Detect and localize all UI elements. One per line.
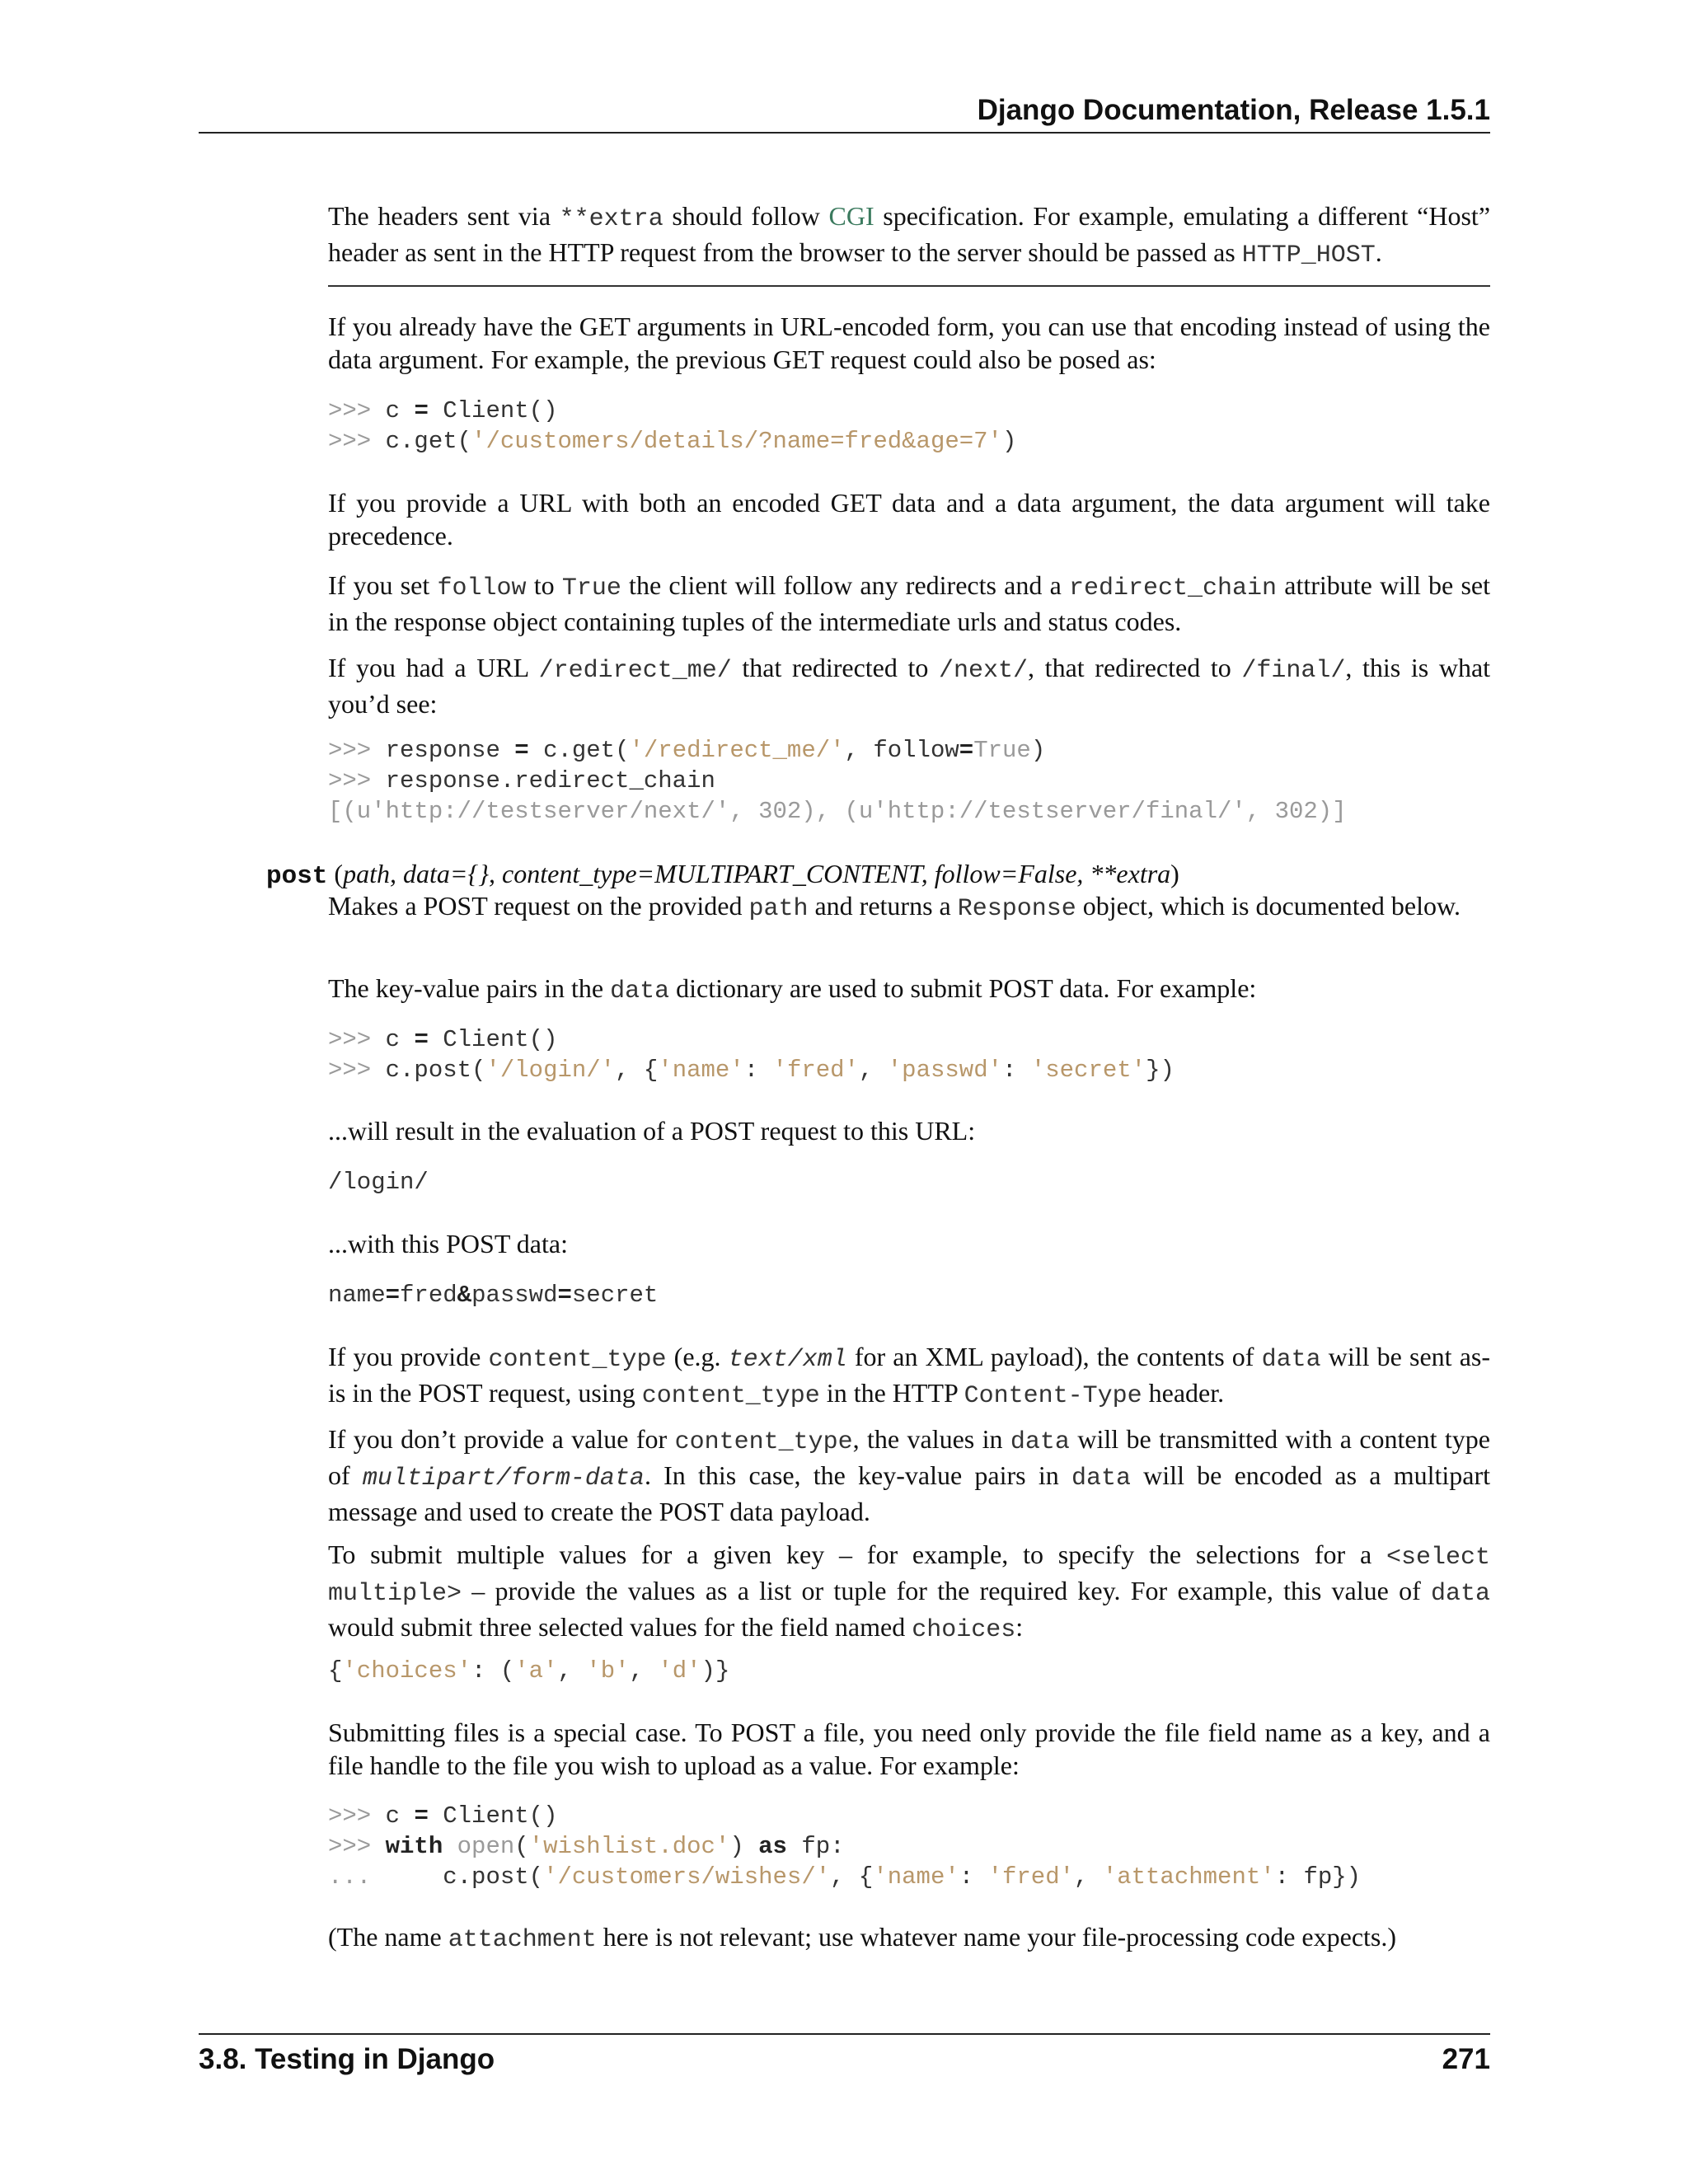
method-args: path, data={}, content_type=MULTIPART_CONTENT, follow=False, **extra (343, 859, 1171, 888)
withdata-paragraph: ...with this POST data: (328, 1229, 568, 1258)
page-footer (199, 2033, 1490, 2075)
code-block-get: >>> c = Client() >>> c.get('/customers/details/?name=fred&age=7') (328, 397, 1017, 455)
cgi-link[interactable]: CGI (828, 201, 874, 231)
page-header (199, 91, 1490, 134)
follow-paragraph: If you set follow to True the client will follow any redirects and a redirect_chain attribute will be set in the response object containing tuples of the intermediate urls and status codes. (328, 570, 1491, 636)
code-block-files: >>> c = Client() >>> with open('wishlist.doc') as fp: ... c.post('/customers/wishes/', {'name': 'fred', 'attachment': fp}) (328, 1802, 1362, 1891)
note-paragraph: The headers sent via **extra should follow CGI specification. For example, emulating a different “Host” header as sent in the HTTP request from the browser to the server should be passed as HTTP_HOST. (328, 201, 1491, 269)
precedence-paragraph: If you provide a URL with both an encoded GET data and a data argument, the data argument will take precedence. (328, 488, 1490, 551)
note-box (328, 199, 1490, 272)
contenttype-paragraph: If you provide content_type (e.g. text/xml for an XML payload), the contents of data will be sent as-is in the POST request, using content_type in the HTTP Content-Type header. (328, 1342, 1491, 1410)
result-paragraph: ...will result in the evaluation of a POST request to this URL: (328, 1116, 976, 1146)
redirect-paragraph: If you had a URL /redirect_me/ that redirected to /next/, that redirected to /final/, this is what you’d see: (328, 653, 1491, 719)
method-name: post (266, 862, 328, 891)
code-block-post: >>> c = Client() >>> c.post('/login/', {'name': 'fred', 'passwd': 'secret'}) (328, 1026, 1175, 1084)
no-contenttype-paragraph: If you don’t provide a value for content_type, the values in data will be transmitted with a content type of multipart/form-data. In this case, the key-value pairs in data will be encoded as a multipart message and used to create the POST data payload. (328, 1424, 1491, 1526)
page-number: 271 (1442, 2043, 1490, 2075)
code-block-url: /login/ (328, 1169, 429, 1196)
note-divider (328, 285, 1490, 287)
attachment-paragraph: (The name attachment here is not relevant; use whatever name your file-processing code expects.) (328, 1922, 1397, 1954)
running-title: Django Documentation, Release 1.5.1 (977, 94, 1490, 126)
post-method-signature: post (path, data={}, content_type=MULTIPART_CONTENT, follow=False, **extra) (266, 859, 1179, 891)
code-block-redirect: >>> response = c.get('/redirect_me/', follow=True) >>> response.redirect_chain [(u'http://testserver/next/', 302), (u'http://testserver/final/', 302)] (328, 737, 1347, 825)
keyvalue-paragraph: The key-value pairs in the data dictionary are used to submit POST data. For example: (328, 973, 1257, 1005)
files-paragraph: Submitting files is a special case. To POST a file, you need only provide the file field name as a key, and a file handle to the file you wish to upload as a value. For example: (328, 1718, 1490, 1780)
urlencoded-paragraph: If you already have the GET arguments in URL-encoded form, you can use that encoding instead of using the data argument. For example, the previous GET request could also be posed as: (328, 312, 1490, 374)
footer-section: 3.8. Testing in Django (199, 2043, 495, 2075)
code-block-postdata: name=fred&passwd=secret (328, 1282, 659, 1309)
post-description: Makes a POST request on the provided path and returns a Response object, which is documented below. (328, 891, 1461, 923)
code-block-choices: {'choices': ('a', 'b', 'd')} (328, 1657, 730, 1685)
multiple-values-paragraph: To submit multiple values for a given key – for example, to specify the selections for a <select multiple> – provide the values as a list or tuple for the required key. For example, this value of data would submit three selected values for the field named choices: (328, 1540, 1490, 1644)
